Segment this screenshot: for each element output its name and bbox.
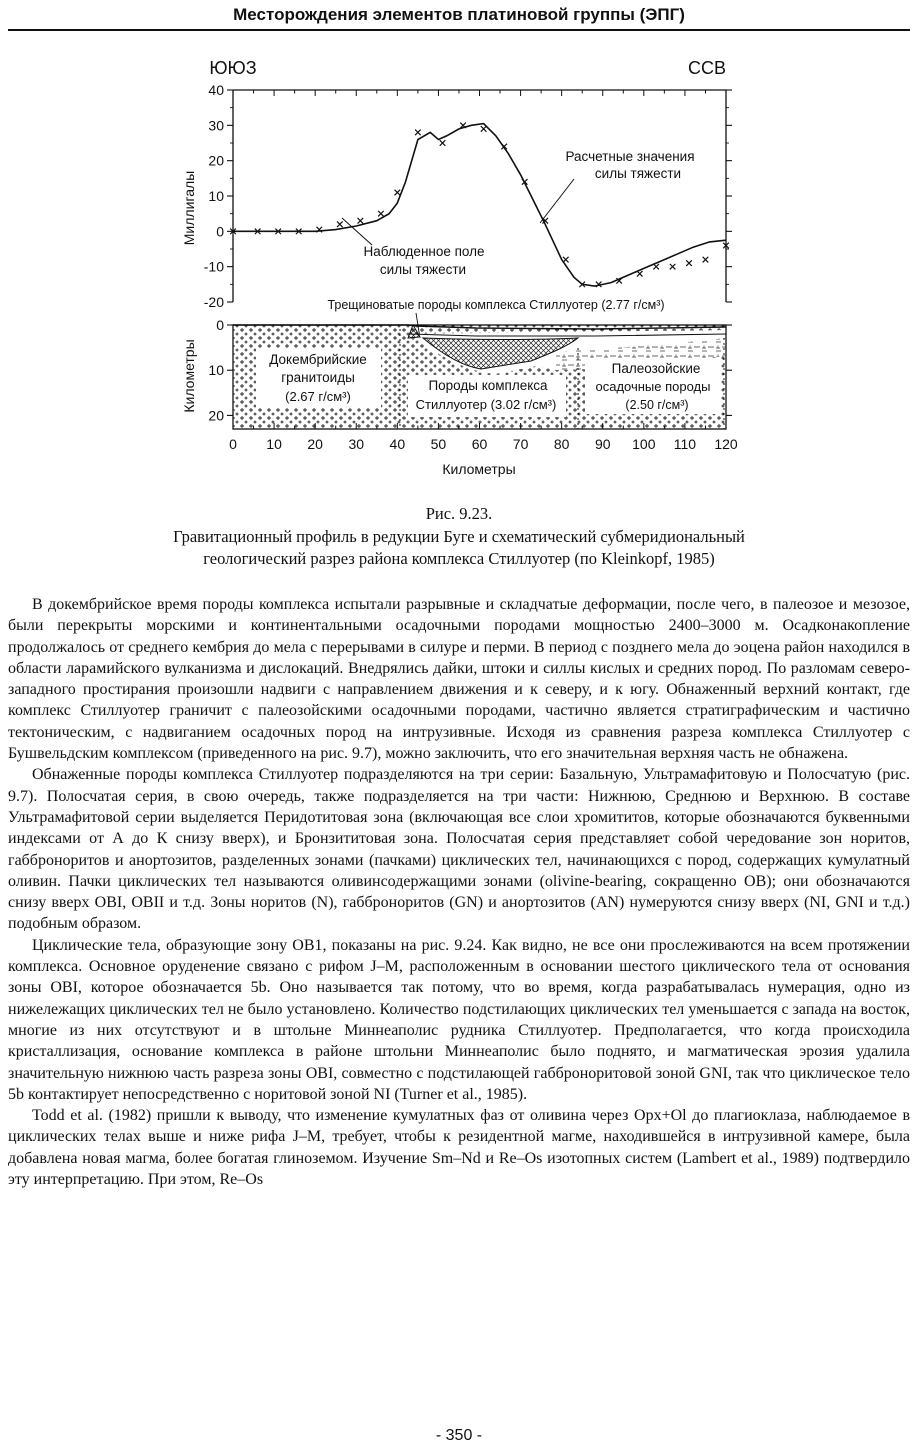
paleozoic-label-line-2: осадочные породы	[595, 379, 711, 394]
x-tick-label: 50	[430, 436, 447, 452]
calculated-label-line-2: силы тяжести	[594, 166, 682, 181]
x-tick-label: 100	[632, 436, 656, 452]
x-tick-label: 120	[714, 436, 738, 452]
x-tick-label: 90	[594, 436, 611, 452]
x-axis-label: Километры	[442, 461, 516, 477]
x-tick-label: 80	[553, 436, 570, 452]
figure-caption	[0, 526, 918, 570]
calculated-marker	[378, 211, 384, 217]
calculated-marker	[395, 190, 401, 196]
calculated-marker	[481, 126, 487, 132]
calculated-marker	[440, 140, 446, 146]
calculated-leader	[540, 179, 574, 223]
observed-leader	[342, 218, 372, 245]
x-tick-label: 110	[673, 436, 697, 452]
gravity-y-tick-label: -20	[203, 294, 224, 310]
direction-right: ССВ	[687, 58, 727, 78]
page-number: - 350 -	[435, 1427, 483, 1444]
geologic-section	[233, 325, 726, 429]
stillwater-label-line-2: Стиллуотер (3.02 г/см³)	[415, 397, 557, 412]
observed-label-line-1: Наблюденное поле	[363, 244, 485, 259]
section-depth-tick-label: 0	[216, 317, 224, 333]
section-depth-tick-label: 20	[208, 407, 224, 424]
granitoid-label-line-3: (2.67 г/см³)	[285, 389, 351, 404]
calculated-gravity-markers	[230, 123, 729, 288]
granitoid-label-line-1: Докембрийские	[269, 352, 367, 367]
paragraph-3: Циклические тела, образующие зону OB1, показаны на рис. 9.24. Как видно, не все они прослеживаются на всем протяжении комплекса. Основное оруденение связано с рифом J–M, расположенным в основании шестого циклического тела от основания зоны OBI, которое обозначается 5b. Оно называется так потому, что во время, когда разрабатывалась нумерация, одно из нижележащих циклических тел не было установлено. Количество подстилающих циклических тел уменьшается с запада на восток, многие из них отсутствуют и в штольне Миннеаполис рудника Стиллуотер. Предполагается, что когда происходила кристаллизация, основание комплекса в районе штольни Миннеаполис было поднято, и магматическая эрозия удалила значительную нижнюю часть разреза зоны OBI, совместно с подстилающей габброноритовой зоной GNI, так что циклическое тело 5b контактирует непосредственно с норитовой зоной NI (Turner et al., 1985).	[8, 936, 910, 1103]
observed-gravity-line	[233, 124, 726, 287]
figure-caption-line-2: геологический разрез района комплекса Стиллуотер (по Kleinkopf, 1985)	[203, 549, 715, 568]
calculated-marker	[670, 264, 676, 270]
x-tick-label: 20	[307, 436, 323, 452]
calculated-marker	[653, 264, 659, 270]
gravity-y-label: Миллигалы	[181, 170, 197, 246]
gravity-profile-figure	[176, 48, 746, 488]
calculated-marker	[563, 257, 569, 263]
stillwater-label-line-1: Породы комплекса	[428, 378, 548, 393]
running-title: Месторождения элементов платиновой группы (ЭПГ)	[8, 2, 910, 31]
gravity-y-tick-label: 40	[208, 82, 224, 98]
observed-label-line-2: силы тяжести	[379, 262, 467, 277]
x-tick-label: 70	[512, 436, 529, 452]
calculated-marker	[358, 218, 364, 224]
calculated-annotation	[540, 149, 695, 223]
x-tick-label: 10	[266, 436, 282, 452]
calculated-marker	[337, 221, 343, 227]
x-tick-label: 0	[229, 436, 237, 452]
x-tick-label: 40	[389, 436, 406, 452]
gravity-y-tick-label: 30	[208, 117, 224, 134]
figure-caption-line-1: Гравитационный профиль в редукции Буге и схематический субмеридиональный	[173, 527, 745, 546]
paleozoic-label-line-1: Палеозойские	[611, 361, 701, 376]
calculated-marker	[637, 271, 643, 277]
section-y-label: Километры	[181, 339, 197, 413]
granitoid-label-line-2: гранитоиды	[281, 370, 355, 385]
gravity-y-tick-label: 0	[216, 223, 224, 240]
gravity-y-tick-label: 20	[208, 152, 224, 169]
paragraph-2: Обнаженные породы комплекса Стиллуотер подразделяются на три серии: Базальную, Ультрамафитовую и Полосчатую (рис. 9.7). Полосчатая серия, в свою очередь, также подразделяется на три части: Нижнюю, Среднюю и Верхнюю. В составе Ультрамафитовой серии выделяется Перидотитовая зона (включающая все слои хромититов, которые обозначаются буквенными индексами от А до К снизу вверх), и Бронзититовая зона. Полосчатая серия представляет собой чередование зон норитов, габброноритов и анортозитов, разделенных зонами (пачками) циклических тел, начинающихся с пород, содержащих кумулатный оливин. Пачки циклических тел называются оливинсодержащими зонами (olivine-bearing, сокращенно OB); они обозначаются снизу вверх OBI, OBII и т.д. Зоны норитов (N), габброноритов (GN) и анортозитов (AN) нумеруются снизу вверх (NI, GNI и т.д.) подобным образом.	[8, 766, 910, 933]
paragraph-4: Todd et al. (1982) пришли к выводу, что изменение кумулатных фаз от оливина через Opx+Ol до плагиоклаза, наблюдаемое в циклических телах выше и ниже рифа J–M, требует, чтобы к резидентной магме, находившейся в интрузивной камере, была добавлена новая магма, более богатая глиноземом. Изучение Sm–Nd и Re–Os изотопных систем (Lambert et al., 1989) подтвердило эту интерпретацию. При этом, Re–Os	[8, 1107, 910, 1189]
x-tick-label: 60	[471, 436, 488, 452]
figure-caption-number: Рис. 9.23.	[425, 504, 493, 523]
x-tick-label: 30	[348, 436, 365, 452]
calculated-marker	[703, 257, 709, 263]
section-depth-tick-label: 10	[208, 362, 224, 379]
observed-annotation	[342, 218, 485, 277]
paragraph-1: В докембрийское время породы комплекса испытали разрывные и складчатые деформации, после чего, в палеозое и мезозое, были перекрыты морскими и континентальными осадочными породами мощностью 2400–3000 м. Осадконакопление продолжалось от среднего кембрия до мела с перерывами в силуре и перми. В период с позднего мела до эоцена район находился в области ларамийского вулканизма и дислокаций. Внедрялись дайки, штоки и силлы кислых и средних пород. По разломам северо-западного простирания произошли надвиги с направлением движения и к северу, и к югу. Обнаженный верхний контакт, где комплекс Стиллуотер граничит с палеозойскими осадочными породами, частично является стратиграфическим и частично тектоническим, с надвиганием осадочных пород на интрузивные. Исходя из сравнения разреза комплекса Стиллуотер с Бушвельдским комплексом (приведенного на рис. 9.7), можно заключить, что его значительная верхняя часть не обнажена.	[8, 596, 910, 763]
gravity-axes	[204, 82, 732, 310]
gravity-y-tick-label: 10	[208, 188, 224, 204]
fractured-label: Трещиноватые породы комплекса Стиллуотер (2.77 г/см³)	[327, 298, 665, 312]
paleozoic-label-line-3: (2.50 г/см³)	[625, 398, 689, 412]
body-text	[8, 594, 910, 1190]
calculated-marker	[686, 260, 692, 266]
calculated-label-line-1: Расчетные значения	[565, 149, 695, 164]
direction-left: ЮЮЗ	[209, 58, 257, 78]
calculated-marker	[415, 130, 421, 136]
gravity-y-tick-label: -10	[203, 258, 224, 275]
